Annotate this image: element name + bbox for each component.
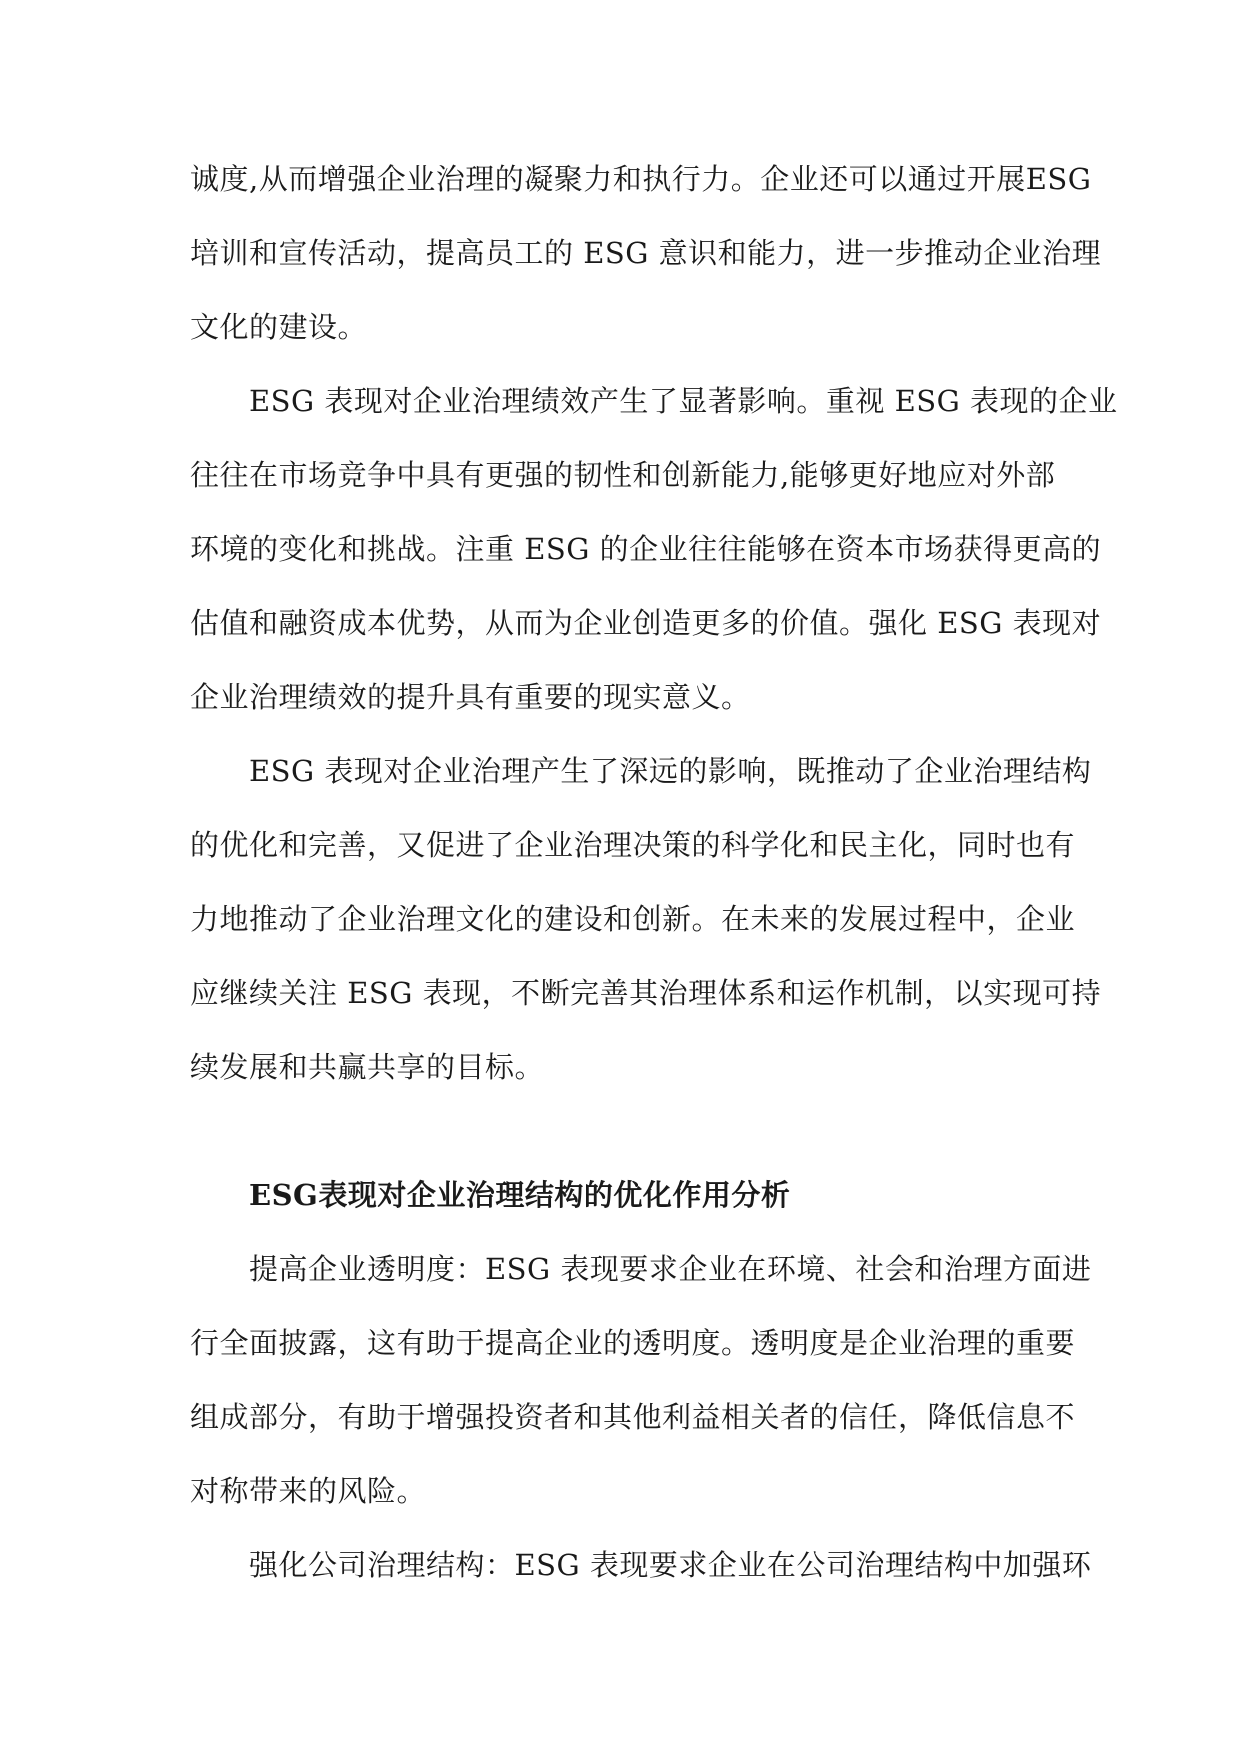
- paragraph-line: 强化公司治理结构：ESG 表现要求企业在公司治理结构中加强环: [249, 1548, 1092, 1582]
- paragraph-line: 文化的建设。: [190, 310, 368, 344]
- paragraph-4: [190, 1232, 1092, 1528]
- paragraph-line: 培训和宣传活动，提高员工的 ESG 意识和能力，进一步推动企业治理: [190, 236, 1102, 270]
- paragraph-line: ESG 表现对企业治理绩效产生了显著影响。重视 ESG 表现的企业: [249, 384, 1118, 418]
- paragraph-line: 企业治理绩效的提升具有重要的现实意义。: [190, 680, 751, 714]
- paragraph-line: 往往在市场竞争中具有更强的韧性和创新能力,能够更好地应对外部: [190, 458, 1056, 492]
- paragraph-line: 组成部分，有助于增强投资者和其他利益相关者的信任，降低信息不: [190, 1400, 1076, 1434]
- paragraph-line: 行全面披露，这有助于提高企业的透明度。透明度是企业治理的重要: [190, 1326, 1076, 1360]
- paragraph-line: ESG 表现对企业治理产生了深远的影响，既推动了企业治理结构: [249, 754, 1092, 788]
- section-heading: ESG表现对企业治理结构的优化作用分析: [249, 1178, 791, 1212]
- paragraph-3: [190, 734, 1102, 1104]
- paragraph-line: 应继续关注 ESG 表现，不断完善其治理体系和运作机制，以实现可持: [190, 976, 1102, 1010]
- paragraph-line: 续发展和共赢共享的目标。: [190, 1050, 545, 1084]
- paragraph-5: [190, 1528, 1092, 1602]
- paragraph-line: 环境的变化和挑战。注重 ESG 的企业往往能够在资本市场获得更高的: [190, 532, 1102, 566]
- paragraph-line: 估值和融资成本优势，从而为企业创造更多的价值。强化 ESG 表现对: [190, 606, 1102, 640]
- section-spacer: [190, 1104, 1056, 1158]
- paragraph-1: [190, 142, 1102, 364]
- paragraph-line: 力地推动了企业治理文化的建设和创新。在未来的发展过程中，企业: [190, 902, 1076, 936]
- paragraph-2: [190, 364, 1118, 734]
- paragraph-line: 诚度,从而增强企业治理的凝聚力和执行力。企业还可以通过开展ESG: [190, 162, 1092, 196]
- paragraph-line: 的优化和完善，又促进了企业治理决策的科学化和民主化，同时也有: [190, 828, 1076, 862]
- document-body: [190, 142, 1118, 1602]
- paragraph-line: 提高企业透明度：ESG 表现要求企业在环境、社会和治理方面进: [249, 1252, 1092, 1286]
- paragraph-line: 对称带来的风险。: [190, 1474, 427, 1508]
